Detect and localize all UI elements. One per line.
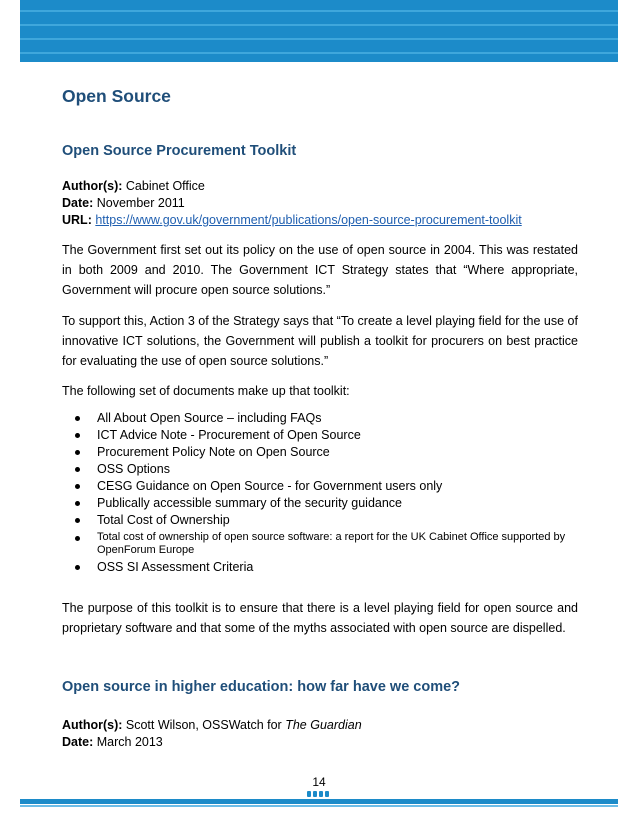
date-label: Date: [62,735,94,749]
article-title: Open Source Procurement Toolkit [62,143,297,159]
author-line [62,178,522,195]
toolkit-document-list [62,410,578,576]
date-line [62,734,362,751]
author-label: Author(s): [62,179,123,193]
footer-dot [319,791,323,797]
paragraph-policy: The Government first set out its policy on the use of open source in 2004. This was restated in both 2009 and 2010. The Government ICT Strategy states that “Where appropriate, Government will procure open source solutions.” [62,243,578,297]
list-item: Total cost of ownership of open source software: a report for the UK Cabinet Office supported by OpenForum Europe [62,529,578,559]
list-item: CESG Guidance on Open Source - for Government users only [62,478,578,495]
footer-dot [307,791,311,797]
footer-dots [307,791,329,799]
header-stripe [20,38,618,40]
article2-meta [62,717,362,751]
paragraph-purpose: The purpose of this toolkit is to ensure that there is a level playing field for open source and proprietary software and that some of the myths associated with open source are dispelled. [62,601,578,635]
date-value: March 2013 [96,735,163,749]
header-stripe [20,52,618,54]
footer-bar-light [20,805,618,807]
url-label: URL: [62,213,92,227]
author-line [62,717,362,734]
header-stripe [20,24,618,26]
footer-dot [313,791,317,797]
list-item: Total Cost of Ownership [62,512,578,529]
author-value: Scott Wilson, OSSWatch for [125,718,282,732]
date-value: November 2011 [96,196,185,210]
paragraph-documents-intro: The following set of documents make up that toolkit: [62,384,350,398]
list-item: OSS SI Assessment Criteria [62,559,578,576]
page-number: 14 [312,775,326,789]
header-band [20,0,618,62]
footer-bar [20,799,618,804]
section-title: Open Source [62,86,171,106]
footer-dot [325,791,329,797]
toolkit-link[interactable]: https://www.gov.uk/government/publications/open-source-procurement-toolkit [95,213,522,227]
url-line [62,212,522,229]
list-item: All About Open Source – including FAQs [62,410,578,427]
author-value: Cabinet Office [125,179,205,193]
list-item: Procurement Policy Note on Open Source [62,444,578,461]
author-label: Author(s): [62,718,123,732]
date-line [62,195,522,212]
list-item: ICT Advice Note - Procurement of Open Source [62,427,578,444]
date-label: Date: [62,196,94,210]
article-meta [62,178,522,229]
article-title-higher-education: Open source in higher education: how far have we come? [62,679,461,695]
paragraph-action3: To support this, Action 3 of the Strategy says that “To create a level playing field for the use of innovative ICT solutions, the Government will publish a toolkit for procurers on best practice for evaluating the use of open source solutions.” [62,314,578,368]
publication-name: The Guardian [285,718,362,732]
header-stripe [20,10,618,12]
list-item: Publically accessible summary of the security guidance [62,495,578,512]
list-item: OSS Options [62,461,578,478]
